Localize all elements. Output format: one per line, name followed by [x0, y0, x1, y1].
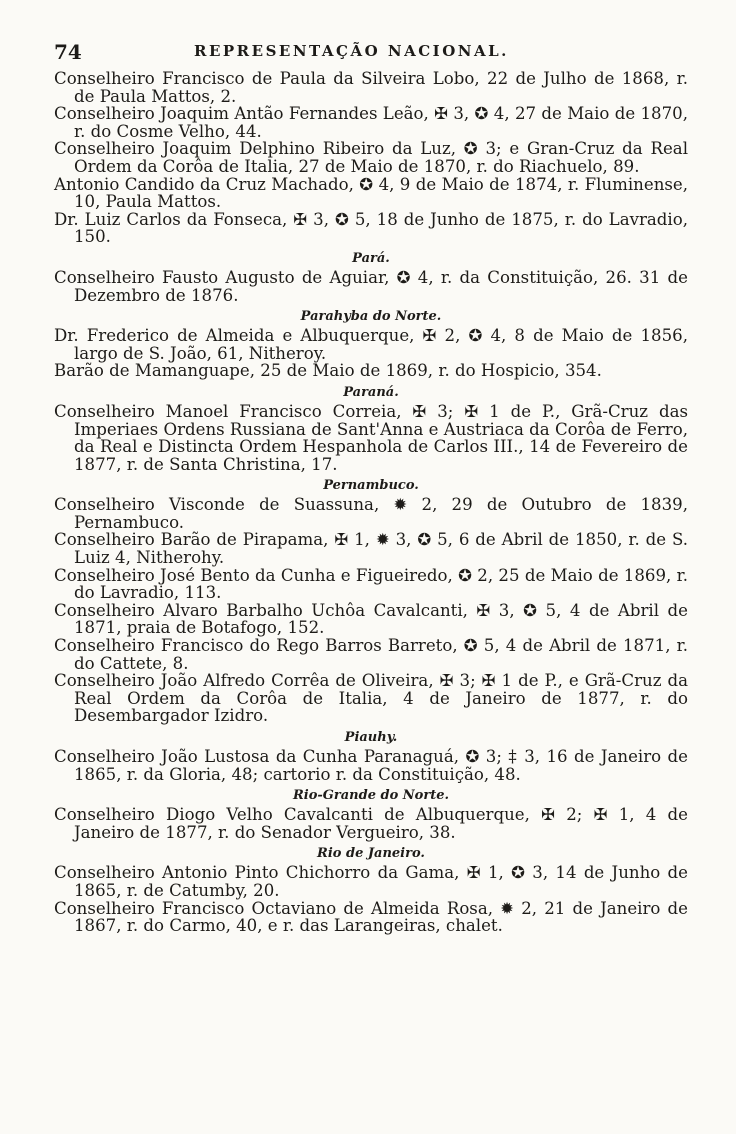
section-parana: [54, 384, 688, 473]
province-heading: Rio-Grande do Norte.: [292, 788, 449, 804]
section-rio-de-janeiro: [54, 845, 688, 934]
province-heading: Parahyba do Norte.: [300, 309, 442, 325]
section-piauhy: [54, 729, 688, 783]
entry-diogo-velho-cavalcanti: Conselheiro Diogo Velho Cavalcanti de Albuquerque, ✠ 2; ✠ 1, 4 de Janeiro de 1877, r. do Senador Vergueiro, 38.: [54, 805, 688, 842]
entry-joaquim-antao-fernandes-leao: Conselheiro Joaquim Antão Fernandes Leão, ✠ 3, ✪ 4, 27 de Maio de 1870, r. do Cosme Velho, 44.: [54, 104, 688, 141]
entry-manoel-francisco-correia: Conselheiro Manoel Francisco Correia, ✠ 3; ✠ 1 de P., Grã-Cruz das Imperiaes Ordens Russiana de Sant'Anna e Austriaca da Corôa de Ferro, da Real e Distincta Ordem Hespanhola de Carlos III., 14 de Fevereiro de 1877, r. de Santa Christina, 17.: [54, 401, 689, 474]
section-parahyba-do-norte: [54, 308, 688, 380]
entry-francisco-octaviano-almeida-rosa: Conselheiro Francisco Octaviano de Almeida Rosa, ✹ 2, 21 de Janeiro de 1867, r. do Carmo, 40, e r. das Larangeiras, chalet.: [54, 898, 688, 936]
entry-barao-pirapama: Conselheiro Barão de Pirapama, ✠ 1, ✹ 3, ✪ 5, 6 de Abril de 1850, r. de S. Luiz 4, Nitherohy.: [54, 530, 688, 568]
entry-joaquim-delphino-ribeiro-luz: Conselheiro Joaquim Delphino Ribeiro da Luz, ✪ 3; e Gran-Cruz da Real Ordem da Corôa de Italia, 27 de Maio de 1870, r. do Riachuelo, 89.: [54, 139, 688, 176]
section-rio-continuation: [54, 70, 688, 246]
entry-joao-alfredo-correa-oliveira: Conselheiro João Alfredo Corrêa de Oliveira, ✠ 3; ✠ 1 de P., e Grã-Cruz da Real Ordem da Corôa de Italia, 4 de Janeiro de 1877, r. do Desembargador Izidro.: [54, 671, 688, 726]
province-heading: Piauhy.: [344, 730, 398, 745]
entry-antonio-pinto-chichorro-gama: Conselheiro Antonio Pinto Chichorro da Gama, ✠ 1, ✪ 3, 14 de Junho de 1865, r. de Catumby, 20.: [54, 863, 688, 900]
province-heading: Pernambuco.: [323, 478, 419, 494]
entry-fausto-augusto-aguiar: Conselheiro Fausto Augusto de Aguiar, ✪ 4, r. da Constituição, 26. 31 de Dezembro de 1876.: [54, 267, 688, 305]
section-para: [54, 250, 688, 304]
province-heading: Rio de Janeiro.: [317, 846, 425, 862]
section-pernambuco: [54, 477, 688, 725]
entry-jose-bento-cunha-figueiredo: Conselheiro José Bento da Cunha e Figueiredo, ✪ 2, 25 de Maio de 1869, r. do Lavradio, 113.: [54, 565, 688, 603]
entry-joao-lustosa-cunha-paranagua: Conselheiro João Lustosa da Cunha Paranaguá, ✪ 3; ‡ 3, 16 de Janeiro de 1865, r. da Gloria, 48; cartorio r. da Constituição, 48.: [54, 747, 688, 784]
entry-alvaro-barbalho-uchoa-cavalcanti: Conselheiro Alvaro Barbalho Uchôa Cavalcanti, ✠ 3, ✪ 5, 4 de Abril de 1871, praia de Botafogo, 152.: [54, 600, 688, 638]
entry-frederico-almeida-albuquerque: Dr. Frederico de Almeida e Albuquerque, ✠ 2, ✪ 4, 8 de Maio de 1856, largo de S. João, 61, Nitheroy.: [54, 326, 688, 363]
page-number: 74: [54, 40, 82, 64]
page-header: [54, 40, 688, 70]
entry-luiz-carlos-fonseca: Dr. Luiz Carlos da Fonseca, ✠ 3, ✪ 5, 18 de Junho de 1875, r. do Lavradio, 150.: [54, 209, 688, 247]
province-heading: Paraná.: [343, 384, 399, 400]
section-rio-grande-do-norte: [54, 787, 688, 841]
running-head: REPRESENTAÇÃO NACIONAL.: [194, 42, 509, 60]
entry-antonio-candido-cruz-machado: Antonio Candido da Cruz Machado, ✪ 4, 9 de Maio de 1874, r. Fluminense, 10, Paula Mattos.: [54, 174, 688, 212]
entry-francisco-rego-barros-barreto: Conselheiro Francisco do Rego Barros Barreto, ✪ 5, 4 de Abril de 1871, r. do Cattete, 8.: [54, 636, 688, 673]
entry-francisco-paula-silveira-lobo: Conselheiro Francisco de Paula da Silveira Lobo, 22 de Julho de 1868, r. de Paula Mattos, 2.: [54, 69, 688, 106]
province-heading: Pará.: [352, 250, 390, 266]
entry-visconde-suassuna: Conselheiro Visconde de Suassuna, ✹ 2, 29 de Outubro de 1839, Pernambuco.: [54, 495, 688, 532]
entry-barao-mamanguape: Barão de Mamanguape, 25 de Maio de 1869, r. do Hospicio, 354.: [54, 361, 602, 381]
